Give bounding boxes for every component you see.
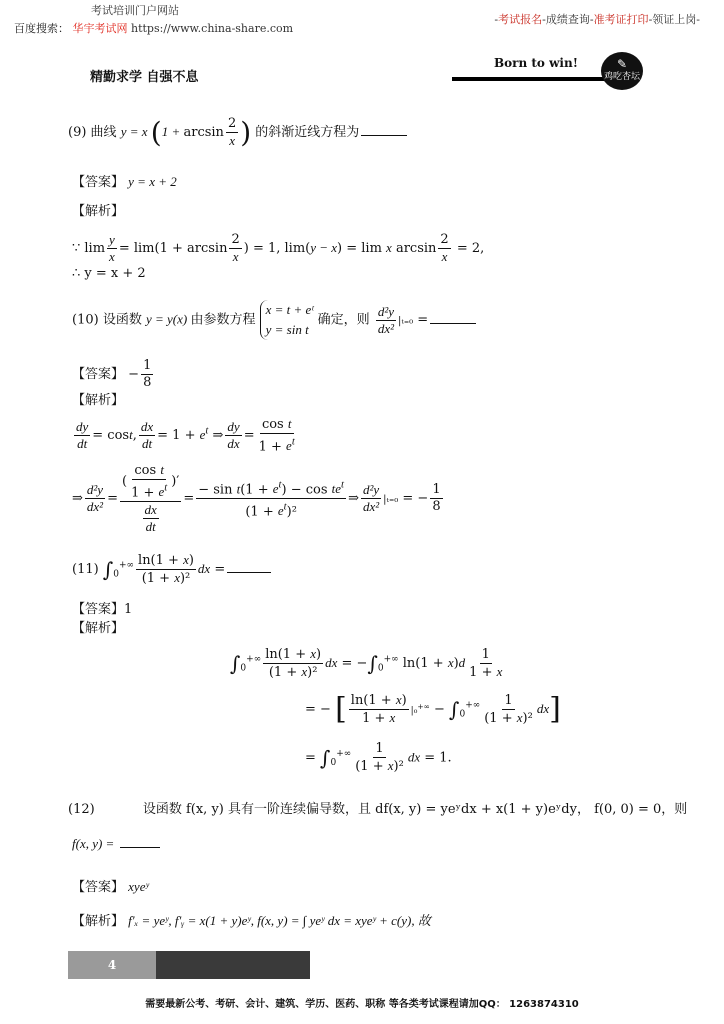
p10-answer-value: − $\frac{1}{8}$: [128, 358, 152, 390]
answer-label: 【答案】: [72, 602, 125, 617]
problem-10-stem: (10) 设函数 y = y(x) 由参数方程 x = t + eᵗ y = sin t 确定，则 $\frac{\text{d²y}}{\text{dx²}}$ |ₜ₌₀ =: [72, 300, 476, 340]
analysis-label: 【解析】: [72, 914, 125, 929]
param-eq-x: x = t + eᵗ: [265, 302, 314, 317]
p11-answer: [72, 598, 132, 617]
p10-mid: 由参数方程: [190, 312, 256, 328]
p11-prefix: (11): [72, 562, 99, 577]
p12-prefix: (12): [68, 802, 95, 817]
p11-analysis-line3: = $\int_0^{+\infty}$ $\frac{1}{\text{(1 + x)²}}$ dx = 1.: [305, 741, 452, 774]
answer-label: 【答案】: [72, 880, 125, 895]
problem-9-stem: (9) 曲线 y = x (1 + arcsin $\frac{2}{x}$ ) 的斜渐近线方程为: [68, 116, 407, 149]
p12-line2: [72, 836, 160, 852]
p9-analysis-line2: ∴ y = x + 2: [72, 266, 146, 281]
p9-answer-value: y = x + 2: [128, 174, 177, 189]
p9-suffix: 的斜渐近线方程为: [255, 125, 360, 140]
p9-answer: [72, 171, 177, 190]
p12-answer: [72, 876, 149, 895]
p12-answer-value: xyeʸ: [128, 879, 149, 894]
p11-answer-value: 1: [124, 602, 133, 617]
p12-analysis-text: f′ₓ = yeʸ, f′ᵧ = x(1 + y)eʸ, f(x, y) = ∫ yeʸ dx = xyeʸ + c(y), 故: [128, 913, 431, 928]
problem-11-stem: (11) $\int_0^{+\infty}$ $\frac{\ln(1 + x)}{\text{(1 + x)²}}$ dx =: [72, 552, 271, 587]
search-line: [14, 20, 293, 36]
p11-analysis-label: 【解析】: [72, 621, 125, 636]
param-eq-y: y = sin t: [265, 322, 309, 337]
p10-analysis-line1: $\frac{dy}{dt}$ = cost, $\frac{dx}{dt}$ = $1 + e^t$ ⇒ $\frac{dy}{dx}$ = $\frac{\text{cos t}}{1 + e^t}$: [76, 416, 295, 455]
p10-after: 确定，则: [317, 312, 370, 328]
answer-blank: [361, 135, 407, 136]
brand-link[interactable]: 华宇考试网: [72, 22, 128, 35]
slogan: Born to win!: [494, 56, 578, 70]
p12-analysis: [72, 910, 431, 929]
footer-note: 需要最新公考、考研、会计、建筑、学历、医药、职称 等各类考试课程请加QQ： 1263874310: [145, 999, 579, 1010]
header-rule: [452, 77, 612, 81]
p9-analysis-line1: ∵ lim $\frac{y}{x}$ = lim(1 + arcsin $\frac{2}{x}$ ) = 1, lim(y − x) = lim x arcsin $\frac{2}{x}$ = 2,: [72, 232, 485, 264]
footer-bar: [156, 951, 310, 979]
motto: 精勤求学 自强不息: [90, 70, 199, 85]
p10-analysis-label: 【解析】: [72, 393, 125, 408]
search-label: 百度搜索：: [14, 22, 69, 35]
logo-icon: ✎ 鸡吃杏坛: [601, 52, 643, 90]
page-number: 4: [68, 951, 156, 979]
answer-blank: [430, 323, 476, 324]
link-scores[interactable]: 成绩查询: [545, 13, 590, 26]
p10-prefix: (10) 设函数: [72, 312, 142, 328]
link-admission-ticket[interactable]: 准考证打印: [593, 13, 649, 26]
p11-analysis-line2: = − [ $\frac{\ln(1 + x)}{1 + x}$ $|_0^{+\infty} - \int_0^{+\infty}$ $\frac{1}{\text{(1 + x)²}}$ dx]: [305, 691, 561, 727]
p10-answer: [72, 358, 155, 391]
problem-12-stem: [68, 798, 687, 817]
site-url[interactable]: https://www.china-share.com: [131, 22, 294, 35]
p9-prefix: (9) 曲线: [68, 125, 117, 140]
answer-blank: [227, 572, 271, 573]
p9-analysis-label: 【解析】: [72, 204, 125, 219]
p10-analysis-line2: ⇒ $\frac{\text{d²y}}{\text{dx²}}$ = ( $\frac{\text{cos t}}{1 + e^t}$ )′ $\frac{dx}{dt}$ = $\frac{- \sin t(1 + e^t) - \cos te^t}{(1 + e^t)^2}$ ⇒ $\frac{\text{d²y}}{\text{dx²}}$ |ₜ₌₀ = − $\frac{1}{8}$: [72, 462, 441, 535]
link-certificate[interactable]: 领证上岗: [652, 13, 697, 26]
p12-line2-text: f(x, y) =: [72, 836, 118, 851]
answer-label: 【答案】: [72, 175, 125, 190]
p11-analysis-line1: $\int_0^{+\infty}$ $\frac{\ln(1 + x)}{\text{(1 + x)²}}$ dx = $-\int_0^{+\infty}$ ln(1 + x)d $\frac{1}{1 + x}$: [230, 646, 503, 680]
p12-text: 设函数 f(x, y) 具有一阶连续偏导数，且 df(x, y) = yeʸdx + x(1 + y)eʸdy， f(0, 0) = 0，则: [142, 802, 688, 817]
logo-text: 鸡吃杏坛: [603, 72, 640, 82]
param-system: [260, 300, 314, 340]
answer-label: 【答案】: [72, 367, 125, 382]
top-links: -考试报名-成绩查询-准考证打印-领证上岗-: [494, 13, 700, 26]
answer-blank: [120, 847, 160, 848]
site-title: 考试培训门户网站: [91, 4, 179, 17]
link-registration[interactable]: 考试报名: [498, 13, 543, 26]
